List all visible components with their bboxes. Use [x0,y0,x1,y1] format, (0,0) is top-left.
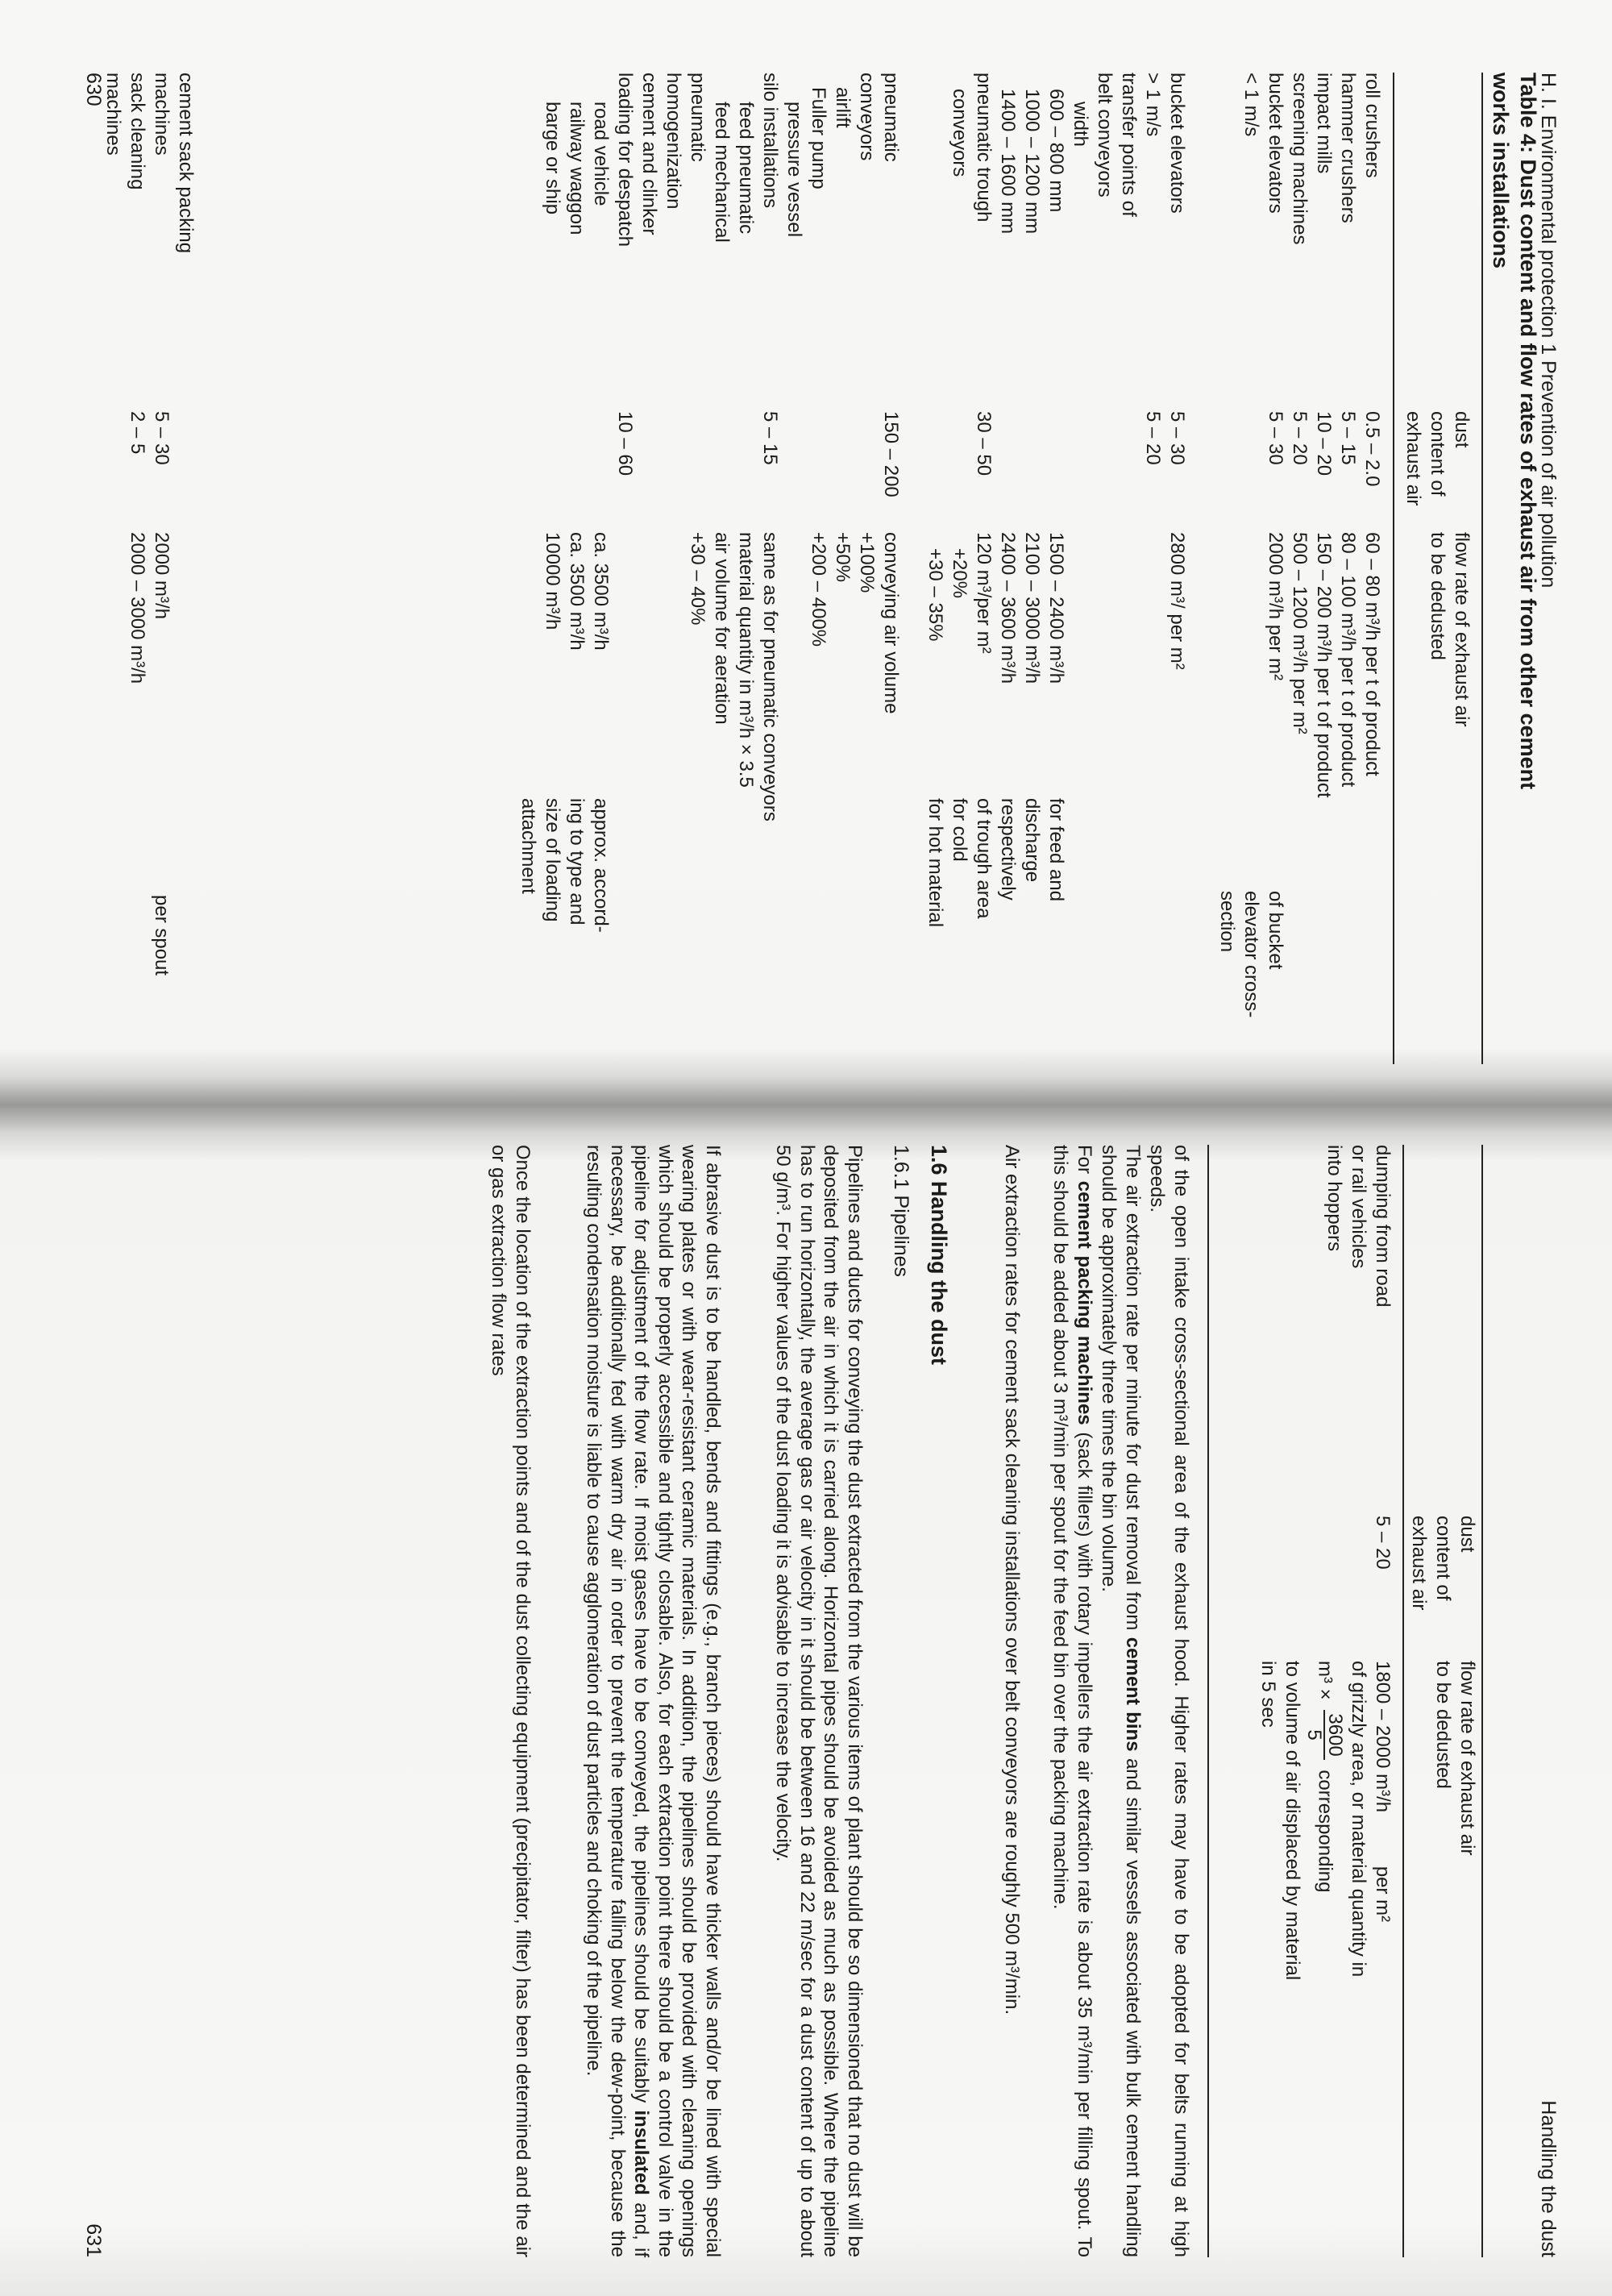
table-col-dust: 30 – 50 [973,411,995,476]
body-paragraph: Once the location of the extraction points and of the dust collecting equipment (precipitator, filter) has been determined and the air or gas extraction flow rates [488,1145,534,2257]
table-col-flow: 2800 m³/ per m² [1166,532,1188,670]
running-head: H. I. Environmental protection 1 Prevention of air pollution [1537,73,1560,589]
table-col-installation: cement sack packing machines sack cleaning machines [102,73,197,254]
table-col-installation: roll crushers hammer crushers impact mills screening machines bucket elevators < 1 m/s [1240,73,1383,245]
table-header-rule [1393,73,1394,1064]
table-col-note: per spout [151,895,172,976]
bold-term: insulated [630,2110,653,2195]
bold-term: cement packing machines [1074,1180,1095,1425]
table-col-note: of bucket elevator cross- section [1216,891,1286,1018]
table-caption-line: works installations [1489,73,1514,269]
col-header-flow: flow rate of exhaust air to be dedusted [1432,1661,1478,1856]
body-paragraph: If abrasive dust is to be handled, bends and fittings (e.g., branch pieces) should have thicker walls and/or be lined with special wearing plates or with wear-resistant ceramic materials. In addition, the pipelines should be provided with cleaning openings which should be properly accessible and tightly closable. Also, for each extraction point there should be a control valve in the pipeline for adjustment of the flow rate. If moist gases have to be conveyed, the pipelines should be suitably insulated and, if necessary, be additionally fed with warm dry air in order to prevent the temperature falling below the dew-point, because the resulting condensation moisture is liable to cause agglomeration of dust particles and choking of the pipeline. [583,1145,724,2258]
running-head: Handling the dust [1537,2100,1560,2257]
body-paragraph: For cement packing machines (sack fillers) with rotary impellers the air extraction rate is about 35 m³/min per filling spout. To this should be added about 3 m³/min per spout for the feed bin over the packing machine. [1049,1145,1095,2258]
table-header-rule [1402,1145,1404,2257]
table-col-flow: ca. 3500 m³/h ca. 3500 m³/h 10000 m³/h [542,532,612,651]
body-paragraph: Air extraction rates for cement sack cleaning installations over belt conveyors are roughly 500 m³/min. [1001,1145,1023,2015]
page-number: 630 [82,73,105,106]
table-bottom-rule [1207,1145,1209,2257]
body-paragraph: Pipelines and ducts for conveying the dust extracted from the various items of plant should be so dimensioned that no dust will be deposited from the air in which it is carried along. Horizontal pipes should be avoided as much as possible. Where the pipeline has to run horizontally, the average gas or air velocity in it should be between 16 and 22 m/sec for a dust content of up to about 50 g/m³. For higher values of the dust loading it is advisable to increase the velocity. [772,1145,866,2257]
table-top-rule [1481,1145,1483,2257]
table-caption-line: Table 4: Dust content and flow rates of exhaust air from other cement [1516,73,1540,790]
table-col-dust: 5 – 15 [759,411,781,465]
body-paragraph: The air extraction rate per minute for dust removal from cement bins and similar vessels associated with bulk cement handling should be approximately three times the bin volume. [1098,1145,1144,2257]
table-col-dust: 5 – 20 [1372,1516,1394,1570]
table-col-dust: 150 – 200 [880,411,902,497]
table-col-installation: bucket elevators > 1 m/s transfer points of belt conveyors width 600 – 800 mm 1000 – 1200 mm 1400 – 1600 mm pneumatic trough conveyors [949,73,1188,235]
fraction: 3600 5 [1304,1710,1344,1759]
page-631 [0,1145,1612,2257]
table-col-flow: 1800 – 2000 m³/h per m² of grizzly area, or material quantity in m³ × 3600 5 corresponding to volume of air displaced by material in 5 sec [1256,1661,1394,2249]
table-col-dust: 5 – 30 5 – 20 [1142,411,1188,465]
col-header-dust: dust content of exhaust air [1408,1516,1478,1611]
bold-term: cement bins [1122,1637,1144,1752]
table-col-flow: 1500 – 2400 m³/h 2100 – 3000 m³/h 2400 – 3600 m³/h 120 m³/per m² +20% +30 – 35% [924,532,1067,684]
table-col-installation: dumping from road or rail vehicles into hoppers [1323,1145,1394,1308]
table-col-dust: 5 – 30 2 – 5 [127,411,172,465]
table-top-rule [1481,73,1483,1064]
page-number: 631 [82,2223,105,2257]
table-col-installation: pneumatic conveyors airlift Fuller pump pressure vessel silo installations feed pneumatic feed mechanical pneumatic homogenization cement and clinker loading for despatch road vehicle railway waggon barge or ship [542,73,902,247]
table-col-dust: 10 – 60 [614,411,636,476]
table-col-flow: 60 – 80 m³/h per t of product 80 – 100 m³/h per t of product 150 – 200 m³/h per t of product 500 – 1200 m³/h per m² 2000 m³/h per m² [1265,532,1383,798]
table-col-note: approx. accord- ing to type and size of loading attachment [517,798,612,933]
page-630 [0,73,1612,1064]
section-heading: 1.6 Handling the dust [927,1145,951,1366]
col-header-dust: dust content of exhaust air [1402,411,1473,506]
volume-formula: m³ × 3600 5 corresponding [1303,1661,1346,1893]
col-header-flow: flow rate of exhaust air to be dedusted [1427,532,1473,727]
body-paragraph: of the open intake cross-sectional area of the exhaust hood. Higher rates may have to be adopted for belts running at high speeds. [1146,1145,1192,2257]
table-col-note: for feed and discharge respectively of trough area for cold for hot material [924,798,1067,928]
subsection-heading: 1.6.1 Pipelines [890,1145,912,1278]
table-caption [1487,73,1542,789]
table-col-flow: conveying air volume +100% +50% +200 – 400% [808,532,902,714]
table-col-flow: 2000 m³/h 2000 – 3000 m³/h [127,532,172,684]
table-col-dust: 0.5 – 2.0 5 – 15 10 – 20 5 – 20 5 – 30 [1265,411,1383,487]
table-col-flow: same as for pneumatic conveyors material quantity in m³/h × 3.5 air volume for aeration +30 – 40% [687,532,781,821]
